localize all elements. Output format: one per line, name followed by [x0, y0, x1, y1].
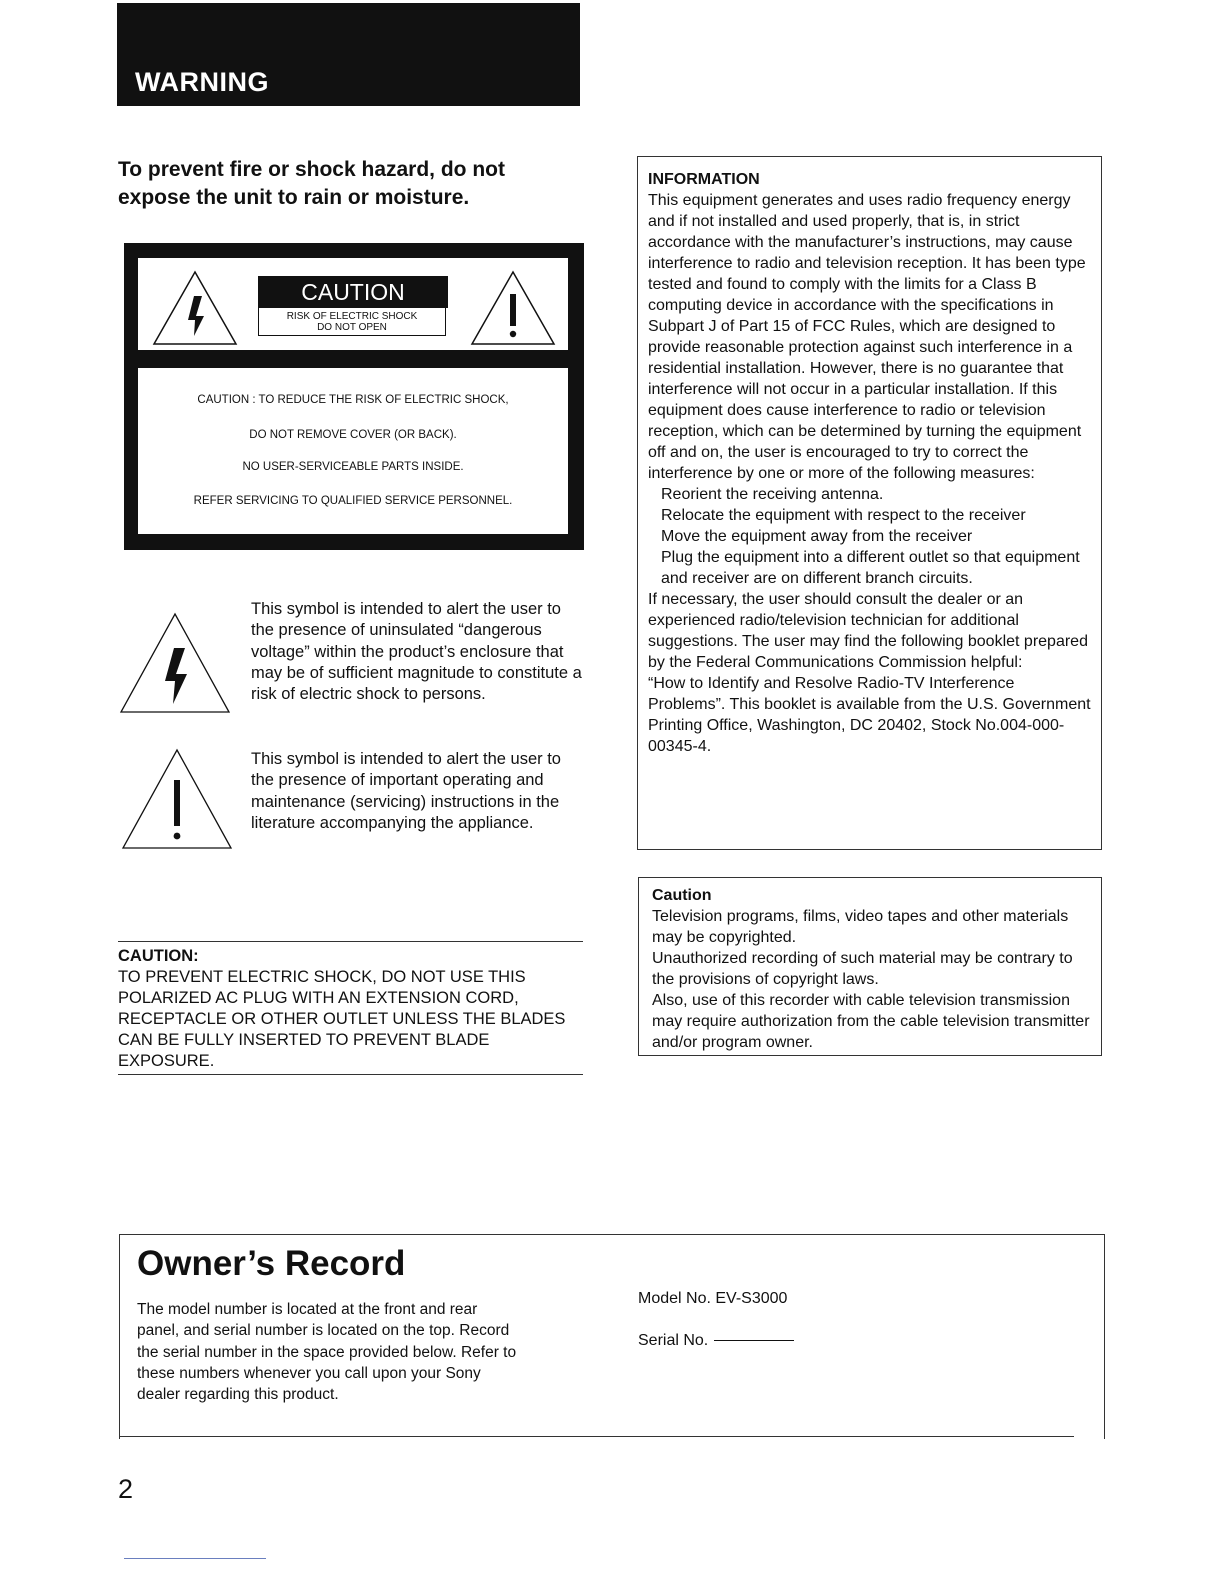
lightning-warning-icon — [150, 268, 240, 348]
information-box — [637, 156, 1102, 850]
do-not-open-text: DO NOT OPEN — [317, 322, 387, 333]
caution-line: NO USER-SERVICEABLE PARTS INSIDE. — [242, 461, 464, 473]
copyright-heading: Caution — [652, 887, 712, 904]
measure-item: Move the equipment away from the receiver — [661, 528, 973, 545]
measure-item: Relocate the equipment with respect to the receiver — [661, 507, 1026, 524]
copyright-line: Television programs, films, video tapes and other materials may be copyrighted. — [652, 908, 1069, 946]
owners-record-text: The model number is located at the front and rear panel, and serial number is located on the top. Record the serial number in the space provided below. Refer to these numbers whenever you call upon your Sony dealer regarding this product. — [137, 1301, 517, 1404]
serial-label: Serial No. — [638, 1332, 709, 1349]
serial-number-field[interactable] — [638, 1332, 794, 1350]
caution-line: REFER SERVICING TO QUALIFIED SERVICE PERSONNEL. — [193, 495, 513, 507]
plug-caution-text: TO PREVENT ELECTRIC SHOCK, DO NOT USE THIS POLARIZED AC PLUG WITH AN EXTENSION CORD, RECEPTACLE OR OTHER OUTLET UNLESS THE BLADES CAN BE FULLY INSERTED TO PREVENT BLADE EXPOSURE. — [118, 968, 566, 1070]
owners-record — [119, 1234, 1105, 1439]
caution-badge-sub — [258, 308, 446, 336]
caution-label-bottom — [138, 368, 568, 534]
warning-banner — [117, 3, 580, 106]
voltage-symbol-text: This symbol is intended to alert the user to the presence of uninsulated “dangerous voltage” within the product’s enclosure that may be of sufficient magnitude to constitute a risk of electric shock to persons. — [251, 600, 582, 704]
page-number: 2 — [118, 1474, 134, 1504]
caution-line: DO NOT REMOVE COVER (OR BACK). — [249, 429, 457, 441]
measure-item: Reorient the receiving antenna. — [661, 486, 884, 503]
owners-record-title: Owner’s Record — [137, 1244, 406, 1283]
caution-label — [124, 243, 584, 550]
exclamation-warning-icon — [120, 746, 234, 852]
plug-caution — [118, 941, 583, 1075]
fire-hazard-heading: To prevent fire or shock hazard, do not expose the unit to rain or moisture. — [118, 158, 505, 209]
model-number: Model No. EV-S3000 — [638, 1290, 788, 1307]
copyright-caution-box — [638, 877, 1102, 1056]
owners-record-bottom-rule — [119, 1436, 1074, 1437]
information-consult: If necessary, the user should consult the dealer or an experienced radio/television technician for additional suggestions. The user may find the following booklet prepared by the Federal Communications Commission helpful: — [648, 591, 1088, 671]
information-body: This equipment generates and uses radio frequency energy and if not installed and used properly, that is, in strict accordance with the manufacturer’s instructions, may cause interference to radio and television reception. It has been type tested and found to comply with the limits for a Class B computing device in accordance with the specifications in Subpart J of Part 15 of FCC Rules, which are designed to provide reasonable protection against such interference in a residential installation. However, there is no guarantee that interference will not occur in a particular installation. If this equipment does cause interference to radio or television reception, which can be determined by turning the equipment off and on, the user is encouraged to try to correct the interference by one or more of the following measures: — [648, 192, 1086, 482]
information-booklet: “How to Identify and Resolve Radio-TV Interference Problems”. This booklet is available from the U.S. Government Printing Office, Washington, DC 20402, Stock No.004-000-00345-4. — [648, 675, 1091, 755]
risk-text: RISK OF ELECTRIC SHOCK — [286, 311, 418, 322]
copyright-line: Also, use of this recorder with cable television transmission may require authorization from the cable television transmitter and/or program owner. — [652, 992, 1090, 1051]
copyright-line: Unauthorized recording of such material may be contrary to the provisions of copyright laws. — [652, 950, 1073, 988]
instructions-symbol-text: This symbol is intended to alert the user to the presence of important operating and maintenance (servicing) instructions in the literature accompanying the appliance. — [251, 750, 561, 832]
caution-label-top — [138, 258, 568, 350]
serial-blank-line — [714, 1340, 794, 1341]
information-heading: INFORMATION — [648, 171, 760, 188]
exclamation-warning-icon — [468, 268, 558, 348]
warning-title: WARNING — [135, 67, 269, 97]
footer-rule — [124, 1558, 266, 1559]
plug-caution-heading: CAUTION: — [118, 947, 199, 965]
caution-badge: CAUTION — [258, 276, 448, 308]
lightning-warning-icon — [118, 610, 232, 716]
caution-badge-box — [258, 276, 448, 346]
measure-item: Plug the equipment into a different outlet so that equipment and receiver are on different branch circuits. — [661, 549, 1080, 587]
caution-line: CAUTION : TO REDUCE THE RISK OF ELECTRIC SHOCK, — [197, 394, 509, 406]
